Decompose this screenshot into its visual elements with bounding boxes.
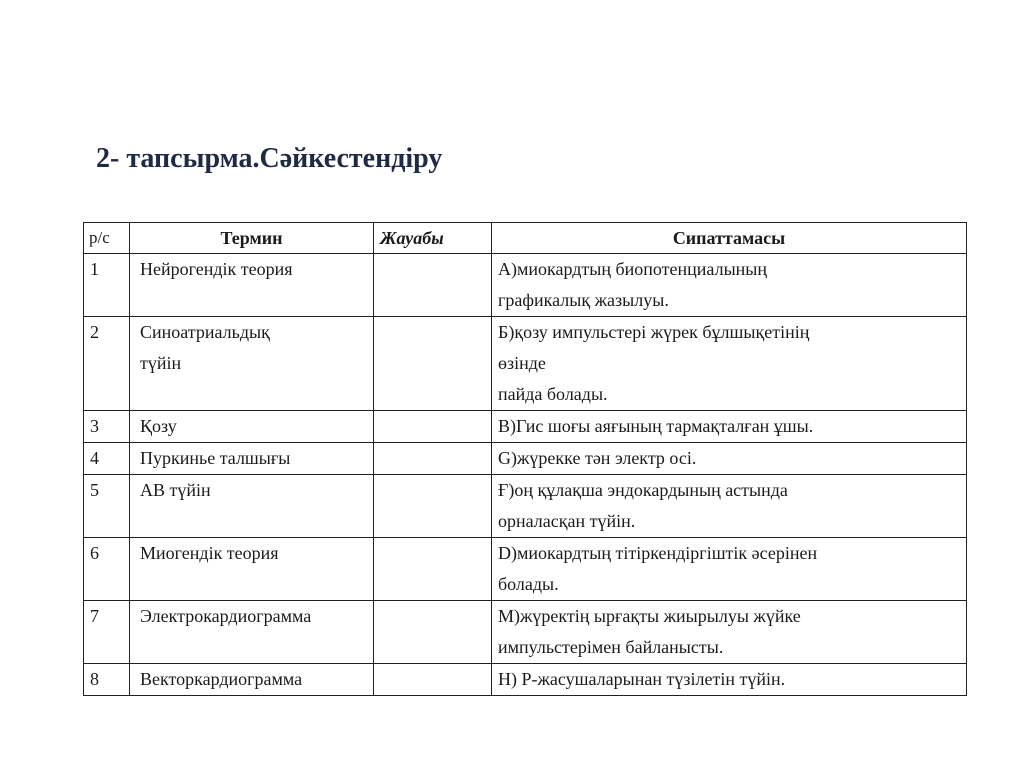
description-cell xyxy=(492,317,967,411)
answer-cell[interactable] xyxy=(374,443,492,475)
description-cell xyxy=(492,254,967,317)
description-cell xyxy=(492,538,967,601)
description-line: орналасқан түйін. xyxy=(498,511,636,531)
answer-cell[interactable] xyxy=(374,664,492,696)
term-line: Синоатриальдық xyxy=(140,322,270,342)
description-line: М)жүректің ырғақты жиырылуы жүйке xyxy=(498,606,801,626)
description-line: Ғ)оң құлақша эндокардының астында xyxy=(498,480,788,500)
row-number: 3 xyxy=(84,411,130,443)
term-line: Электрокардиограмма xyxy=(140,606,312,626)
description-cell xyxy=(492,475,967,538)
row-number: 5 xyxy=(84,475,130,538)
header-term: Термин xyxy=(130,223,374,254)
description-line: импульстерімен байланысты. xyxy=(498,637,724,657)
row-number: 4 xyxy=(84,443,130,475)
table-row xyxy=(84,254,967,317)
term-line: Қозу xyxy=(140,416,177,436)
term-line: АВ түйін xyxy=(140,480,211,500)
description-line: В)Гис шоғы аяғының тармақталған ұшы. xyxy=(498,416,814,436)
row-number: 1 xyxy=(84,254,130,317)
term-cell xyxy=(130,411,374,443)
answer-cell[interactable] xyxy=(374,538,492,601)
term-line: Векторкардиограмма xyxy=(140,669,303,689)
table-row xyxy=(84,411,967,443)
term-line: түйін xyxy=(140,353,182,373)
matching-table xyxy=(83,222,967,696)
description-cell xyxy=(492,664,967,696)
description-line: болады. xyxy=(498,574,559,594)
table-row xyxy=(84,475,967,538)
header-num: р/с xyxy=(84,223,130,254)
table-row xyxy=(84,601,967,664)
description-line: өзінде xyxy=(498,353,546,373)
answer-cell[interactable] xyxy=(374,254,492,317)
description-line: Б)қозу импульстері жүрек бұлшықетінің xyxy=(498,322,810,342)
term-cell xyxy=(130,317,374,411)
answer-cell[interactable] xyxy=(374,601,492,664)
page-title: 2- тапсырма.Сәйкестендіру xyxy=(96,143,443,174)
row-number: 8 xyxy=(84,664,130,696)
table-row xyxy=(84,443,967,475)
description-line: пайда болады. xyxy=(498,384,608,404)
description-line: G)жүрекке тән электр осі. xyxy=(498,448,697,468)
answer-cell[interactable] xyxy=(374,317,492,411)
description-line: D)миокардтың тітіркендіргіштік әсерінен xyxy=(498,543,818,563)
header-answer: Жауабы xyxy=(374,223,492,254)
term-cell xyxy=(130,443,374,475)
answer-cell[interactable] xyxy=(374,475,492,538)
table-row xyxy=(84,664,967,696)
term-cell xyxy=(130,538,374,601)
row-number: 6 xyxy=(84,538,130,601)
header-description: Сипаттамасы xyxy=(492,223,967,254)
term-line: Нейрогендік теория xyxy=(140,259,293,279)
table-body xyxy=(84,254,967,696)
description-line: графикалық жазылуы. xyxy=(498,290,669,310)
row-number: 7 xyxy=(84,601,130,664)
term-line: Пуркинье талшығы xyxy=(140,448,291,468)
answer-cell[interactable] xyxy=(374,411,492,443)
description-cell xyxy=(492,601,967,664)
term-cell xyxy=(130,601,374,664)
description-cell xyxy=(492,443,967,475)
term-cell xyxy=(130,475,374,538)
description-line: А)миокардтың биопотенциалының xyxy=(498,259,768,279)
term-cell xyxy=(130,254,374,317)
table-row xyxy=(84,317,967,411)
description-cell xyxy=(492,411,967,443)
row-number: 2 xyxy=(84,317,130,411)
table-header-row xyxy=(84,223,967,254)
term-line: Миогендік теория xyxy=(140,543,279,563)
table-row xyxy=(84,538,967,601)
term-cell xyxy=(130,664,374,696)
description-line: Н) Р-жасушаларынан түзілетін түйін. xyxy=(498,669,786,689)
